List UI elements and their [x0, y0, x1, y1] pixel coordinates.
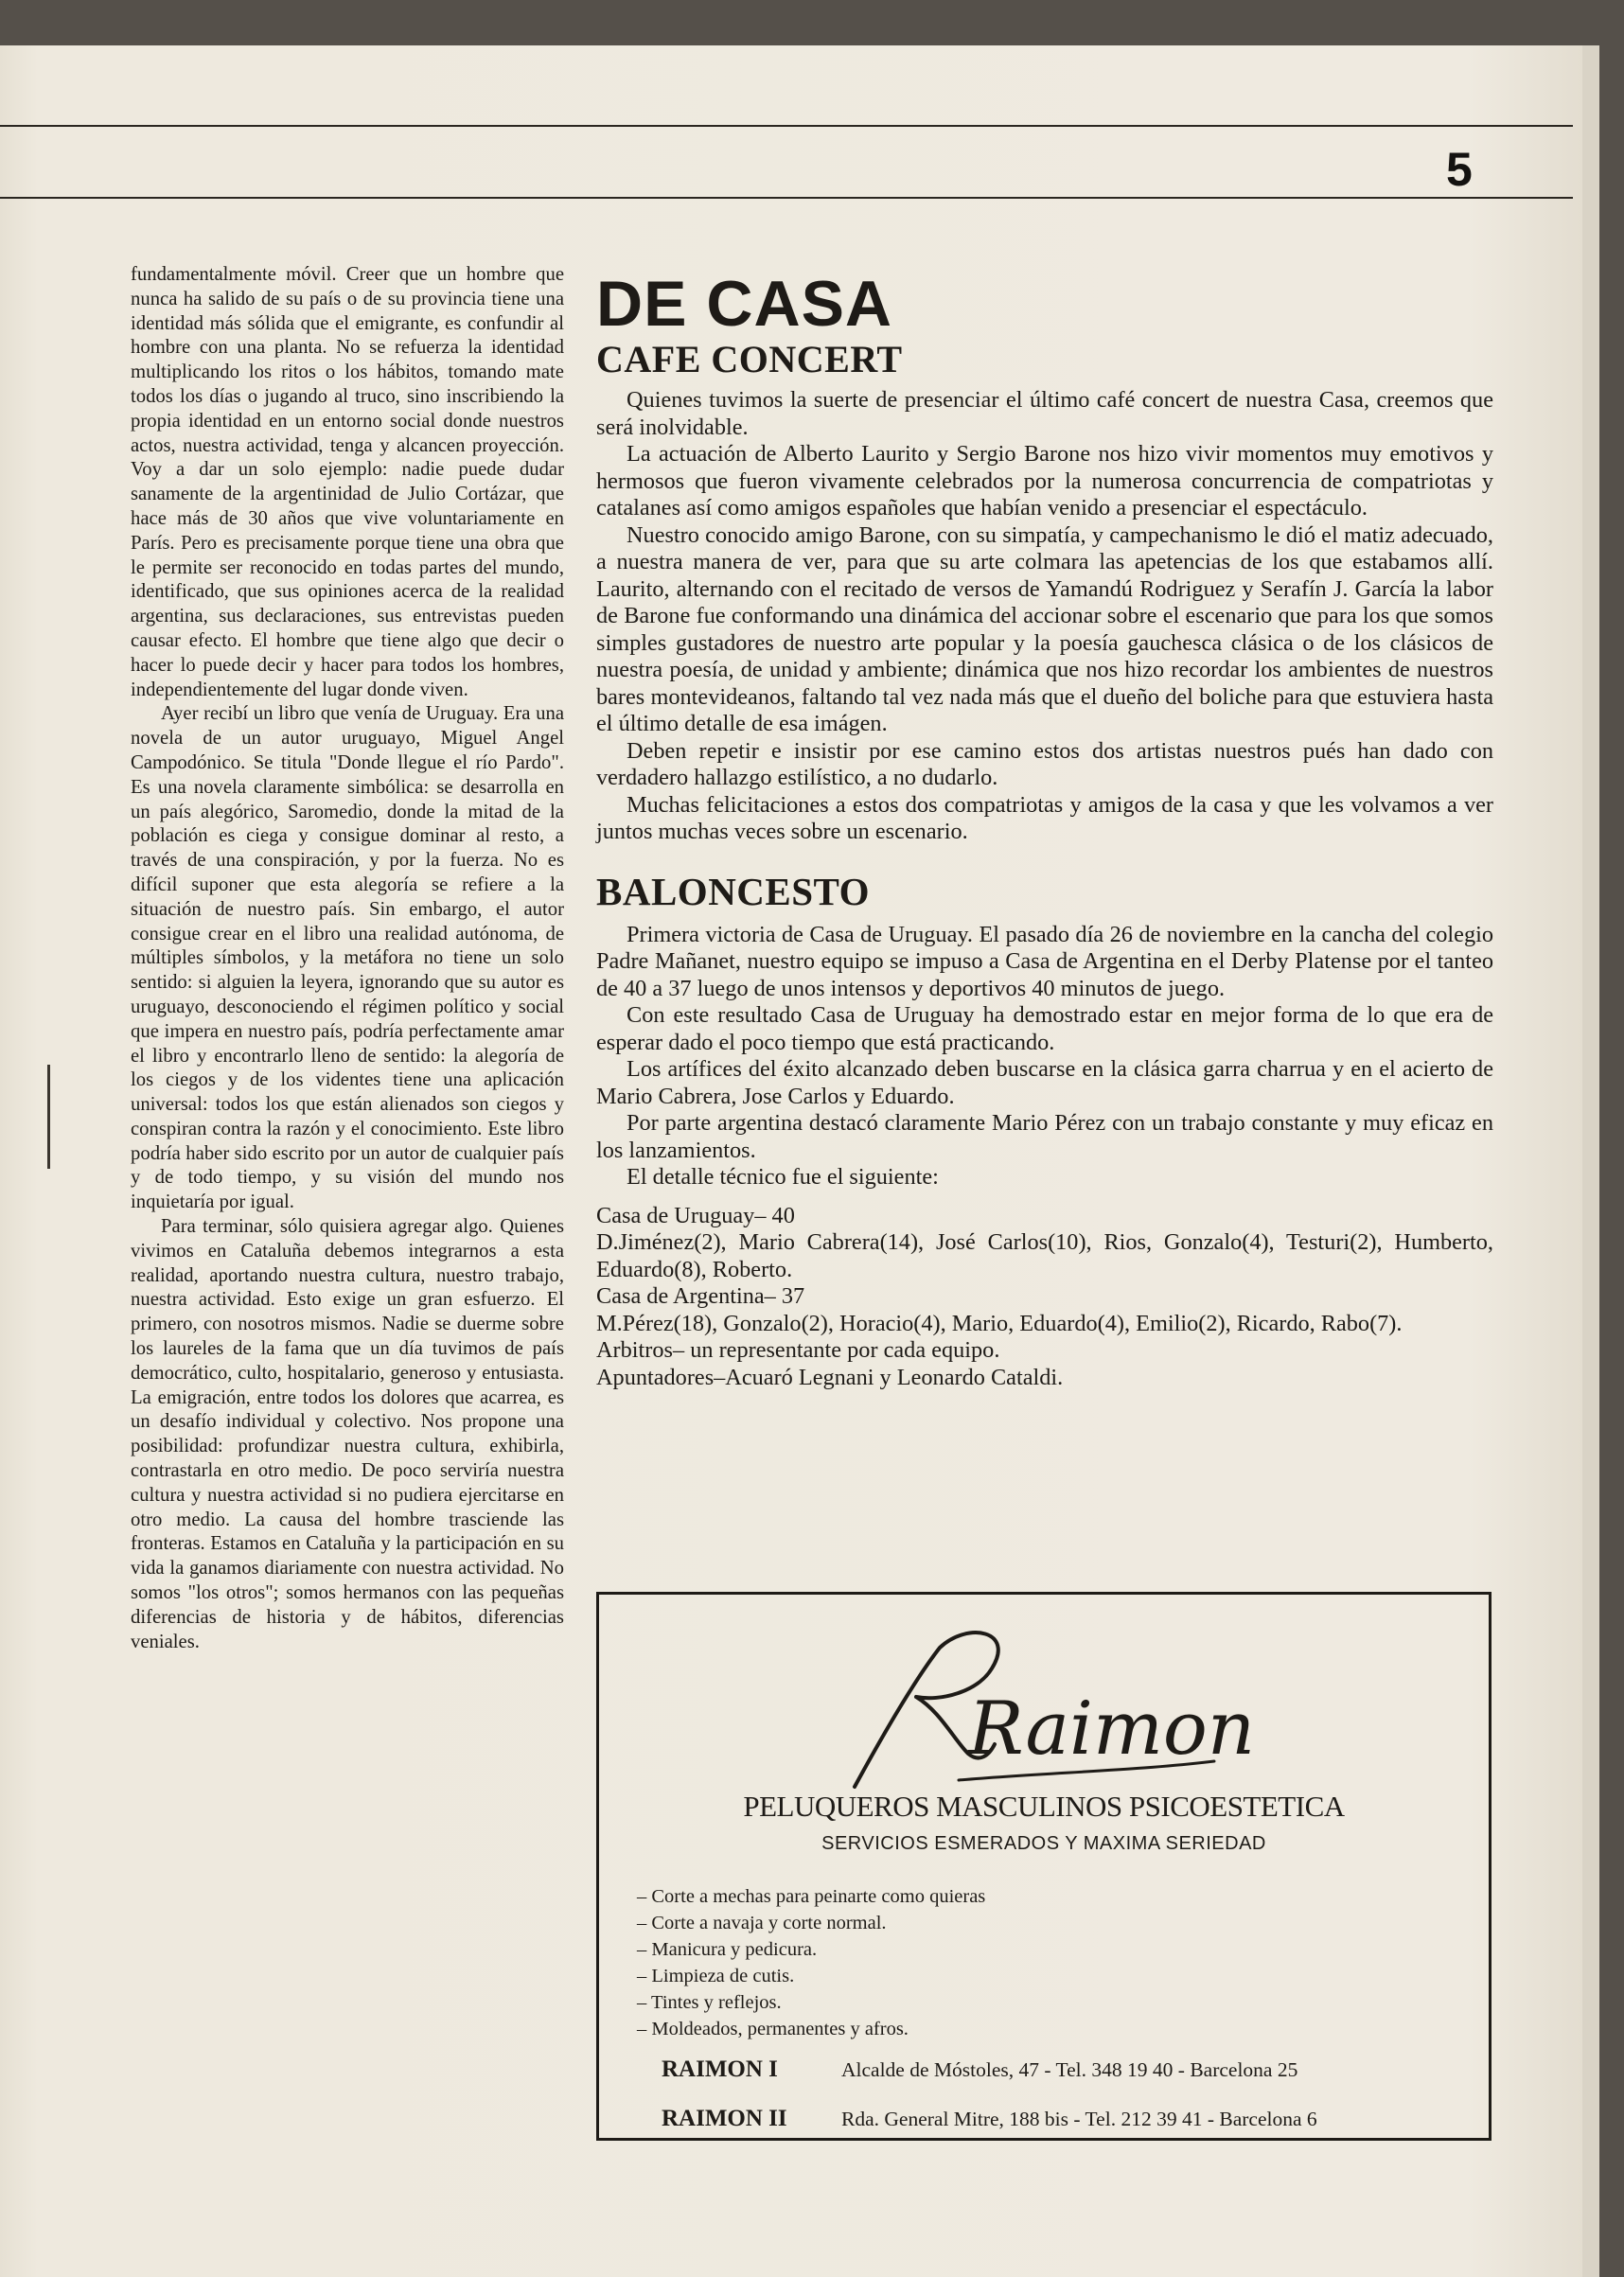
- detail-line: Arbitros– un representante por cada equipo.: [596, 1337, 1000, 1363]
- ad-services-list: [637, 1883, 985, 2042]
- ad-service-item: – Tintes y reflejos.: [637, 1989, 985, 2016]
- basket-paragraph-2: Con este resultado Casa de Uruguay ha demostrado estar en mejor forma de lo que era de esperar dado el poco tiempo que está practicando.: [596, 1002, 1493, 1055]
- ad-service-item: – Manicura y pedicura.: [637, 1936, 985, 1963]
- subhead-cafe-concert: CAFE CONCERT: [596, 338, 903, 380]
- cafe-paragraph-5: Muchas felicitaciones a estos dos compatriotas y amigos de la casa y que les volvamos a ver juntos muchas veces sobre un escenario.: [596, 791, 1493, 844]
- ad-service-item: – Moldeados, permanentes y afros.: [637, 2016, 985, 2042]
- shop-address: Alcalde de Móstoles, 47 - Tel. 348 19 40 - Barcelona 25: [841, 2058, 1298, 2081]
- shop-name: RAIMON I: [662, 2056, 778, 2082]
- header-rule-top: [0, 125, 1573, 127]
- basket-paragraph-1: Primera victoria de Casa de Uruguay. El pasado día 26 de noviembre en la cancha del colegio Padre Mañanet, nuestro equipo se impuso a Casa de Argentina en el Derby Platense por el tanteo de 40 a 37 luego de unos intensos y deportivos 40 minutos de juego.: [596, 921, 1493, 1001]
- raimon-logo: [826, 1621, 1256, 1801]
- ad-title: PELUQUEROS MASCULINOS PSICOESTETICA: [743, 1790, 1345, 1823]
- left-column-article: [131, 263, 564, 1654]
- ad-shop-1: [662, 2056, 1456, 2083]
- ad-shop-2: [662, 2106, 1456, 2132]
- ad-subtitle: SERVICIOS ESMERADOS Y MAXIMA SERIEDAD: [821, 1833, 1266, 1854]
- ad-service-item: – Corte a navaja y corte normal.: [637, 1910, 985, 1936]
- right-column: [596, 270, 1493, 1391]
- detail-line: Casa de Argentina– 37: [596, 1283, 805, 1309]
- left-paragraph-2: Ayer recibí un libro que venía de Uruguay. Era una novela de un autor uruguayo, Miguel Angel Campodónico. Se titula "Donde llegue el río Pardo". Es una novela claramente simbólica: se desarrolla en un país alegórico, Saromedio, donde la mitad de la población es ciega y consigue dominar al resto, a través de una conspiración, y por la fuerza. No es difícil suponer que esta alegoría se refiere a la situación de nuestro país. Sin embargo, el autor consigue crear en el libro una realidad autónoma, de múltiples símbolos, y la metáfora no tiene un solo sentido: si alguien la leyera, ignorando que su autor es uruguayo, desconociendo el régimen político y social que impera en nuestro país, podría perfectamente amar el libro y encontrarlo lleno de sentido: la alegoría de los ciegos y de los videntes tiene una aplicación universal: todos los que están alienados son ciegos y conspiran contra la razón y el conocimiento. Este libro podría haber sido escrito por un autor de cualquier país y de todo tiempo, y su visión del mundo nos inquietaría por igual.: [131, 703, 564, 1213]
- cafe-paragraph-1: Quienes tuvimos la suerte de presenciar el último café concert de nuestra Casa, creemos que será inolvidable.: [596, 387, 1493, 440]
- ad-service-item: – Limpieza de cutis.: [637, 1963, 985, 1989]
- cafe-paragraph-3: Nuestro conocido amigo Barone, con su simpatía, y campechanismo le dió el matiz adecuado, a nuestra manera de ver, para que su arte colmara las apetencias de los que estabamos allí. Laurito, alternando con el recitado de versos de Yamandú Rodriguez y Serafín J. García la labor de Barone fue conformando una dinámica del accionar sobre el escenario que para los que somos simples gustadores de nuestro arte popular y la poesía gauchesca clásica o de los clásicos de nuestra poesía, de unidad y ambiente; dinámica que nos hizo recordar los ambientes de nuestros bares montevideanos, faltando tal vez nada más que el dueño del boliche para que estuviera hasta el último detalle de esa imágen.: [596, 521, 1493, 736]
- match-detail: [596, 1203, 1493, 1392]
- next-page-edge: [1582, 45, 1599, 2277]
- page-number: 5: [1446, 143, 1473, 196]
- raimon-advertisement: [596, 1592, 1492, 2141]
- shop-address: Rda. General Mitre, 188 bis - Tel. 212 39 41 - Barcelona 6: [841, 2108, 1317, 2130]
- left-paragraph-3: Para terminar, sólo quisiera agregar algo. Quienes vivimos en Cataluña debemos integrarnos a esta realidad, aportando nuestra cultura, nuestro trabajo, nuestra actividad. Esto exige un gran esfuerzo. El primero, con nosotros mismos. Nadie se duerme sobre los laureles de la fama que un día tuvimos de país democrático, culto, hospitalario, generoso y entusiasta. La emigración, entre todos los dolores que acarrea, es un desafío individual y colectivo. Nos propone una posibilidad: profundizar nuestra cultura, exhibirla, contrastarla en otro medio. De poco serviría nuestra cultura y nuestra actividad si no pudiera ejercitarse en otro medio. La causa del hombre trasciende las fronteras. Estamos en Cataluña y la participación en su vida la ganamos diariamente con nuestra actividad. No somos "los otros"; somos hermanos con las pequeñas diferencias de historia y de hábitos, diferencias veniales.: [131, 1216, 564, 1652]
- basket-paragraph-4: Por parte argentina destacó claramente Mario Pérez con un trabajo constante y muy eficaz en los lanzamientos.: [596, 1110, 1493, 1163]
- headline-de-casa: DE CASA: [596, 268, 893, 340]
- cafe-paragraph-2: La actuación de Alberto Laurito y Sergio Barone nos hizo vivir momentos muy emotivos y hermosos que fueron vivamente celebrados por la numerosa concurrencia de compatriotas y catalanes así como amigos españoles que habían venido a presenciar el espectáculo.: [596, 441, 1493, 521]
- raimon-logo-text: Raimon: [968, 1686, 1256, 1772]
- cafe-paragraph-4: Deben repetir e insistir por ese camino estos dos artistas nuestros pués han dado con verdadero hallazgo estilístico, a no dudarlo.: [596, 737, 1493, 790]
- left-paragraph-1: fundamentalmente móvil. Creer que un hombre que nunca ha salido de su país o de su provincia tiene una identidad más sólida que el emigrante, es confundir al hombre con una planta. No se refuerza la identidad multiplicando los ritos o los hábitos, tomando mate todos los días o jugando al truco, sino inscribiendo la propia identidad en un entorno social donde nuestros actos, nuestra actividad, tenga y alcancen proyección. Voy a dar un solo ejemplo: nadie puede dudar sanamente de la argentinidad de Julio Cortázar, que hace más de 30 años que vive voluntariamente en París. Pero es precisamente porque tiene una obra que le permite ser reconocido en todas partes del mundo, identificado, que sus opiniones acerca de la realidad argentina, sus declaraciones, sus entrevistas pueden causar efecto. El hombre que tiene algo que decir o hacer lo puede decir y hacer para todos los hombres, independientemente del lugar donde viven.: [131, 264, 564, 700]
- detail-line: M.Pérez(18), Gonzalo(2), Horacio(4), Mario, Eduardo(4), Emilio(2), Ricardo, Rabo(7).: [596, 1310, 1403, 1336]
- shop-name: RAIMON II: [662, 2106, 787, 2131]
- detail-line: D.Jiménez(2), Mario Cabrera(14), José Carlos(10), Rios, Gonzalo(4), Testuri(2), Humberto, Eduardo(8), Roberto.: [596, 1229, 1493, 1282]
- ad-service-item: – Corte a mechas para peinarte como quieras: [637, 1883, 985, 1910]
- detail-line: Apuntadores–Acuaró Legnani y Leonardo Cataldi.: [596, 1364, 1064, 1390]
- basket-paragraph-5: El detalle técnico fue el siguiente:: [627, 1164, 939, 1190]
- header-rule-bottom: [0, 197, 1573, 199]
- detail-line: Casa de Uruguay– 40: [596, 1202, 795, 1228]
- heading-baloncesto: BALONCESTO: [596, 869, 871, 913]
- basket-paragraph-3: Los artífices del éxito alcanzado deben buscarse en la clásica garra charrua y en el acierto de Mario Cabrera, Jose Carlos y Eduardo.: [596, 1056, 1493, 1109]
- staple-mark: [47, 1065, 50, 1169]
